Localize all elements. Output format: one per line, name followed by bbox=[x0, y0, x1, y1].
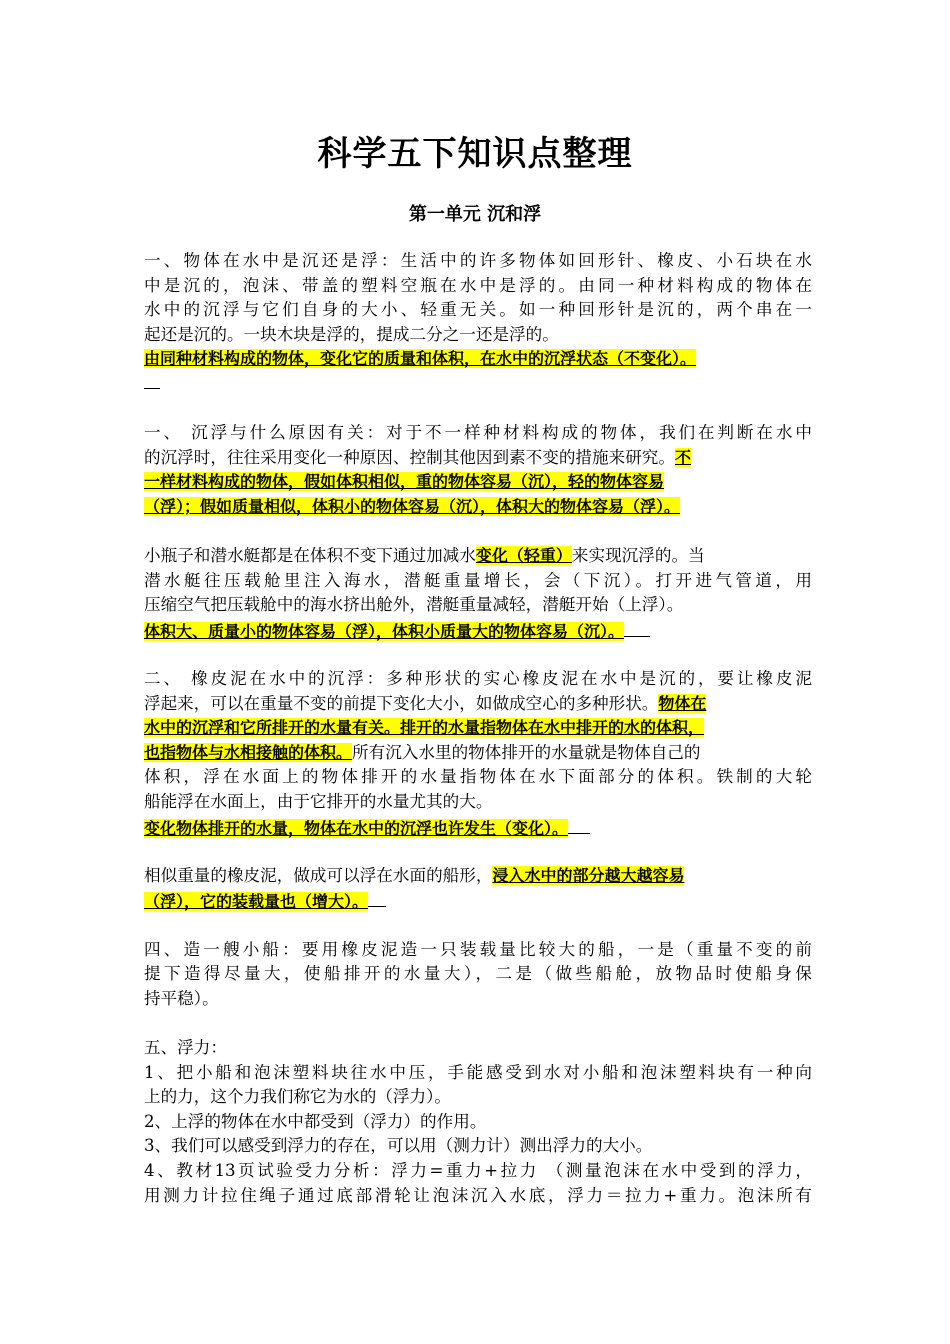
text-line: 上的力，这个力我们称它为水的（浮力）。 bbox=[144, 1087, 451, 1107]
text-line: 提下造得尽量大，使船排开的水量大），二是（做些船舱，放物品时使船身保 bbox=[144, 964, 812, 984]
highlight-line bbox=[144, 815, 812, 840]
unit-title: 第一单元 沉和浮 bbox=[408, 204, 542, 225]
text-span: 来实现沉浮的。当 bbox=[571, 546, 705, 566]
text-line: 二、 橡皮泥在水中的沉浮：多种形状的实心橡皮泥在水中是沉的，要让橡皮泥 bbox=[144, 669, 812, 689]
highlight-line bbox=[144, 495, 812, 520]
underline-mark bbox=[368, 888, 386, 907]
document-body bbox=[144, 249, 812, 1208]
text-line: 压缩空气把压载舱中的海水挤出舱外，潜艇重量减轻，潜艇开始（上浮）。 bbox=[144, 595, 684, 615]
text-span: 浮起来，可以在重量不变的前提下变化大小，如做成空心的多种形状。 bbox=[144, 693, 659, 713]
highlighted-text: 也指物体与水相接触的体积。 bbox=[144, 742, 353, 762]
highlighted-text: 水中的沉浮和它所排开的水量有关。排开的水量指物体在水中排开的水的体积， bbox=[144, 718, 705, 738]
underline-mark bbox=[624, 618, 650, 637]
text-span: 相似重量的橡皮泥，做成可以浮在水面的船形， bbox=[144, 865, 493, 885]
highlighted-text: （浮）；假如质量相似，体积小的物体容易（沉），体积大的物体容易（浮）。 bbox=[144, 496, 681, 516]
text-span: 所有沉入水里的物体排开的水量就是物体自己的 bbox=[352, 742, 701, 762]
section-heading: 五、浮力： bbox=[144, 1038, 227, 1057]
underline-mark bbox=[568, 815, 590, 834]
highlight-line bbox=[144, 347, 812, 372]
text-line bbox=[144, 446, 812, 471]
highlighted-text: 体积大、质量小的物体容易（浮），体积小质量大的物体容易（沉）。 bbox=[144, 621, 625, 641]
text-line bbox=[144, 692, 812, 717]
highlighted-text: 浸入水中的部分越大越容易 bbox=[492, 865, 685, 885]
text-line: 一、 沉浮与什么原因有关：对于不一样种材料构成的物体，我们在判断在水中 bbox=[144, 423, 812, 443]
text-line: 四、造一艘小船：要用橡皮泥造一只装载量比较大的船，一是（重量不变的前 bbox=[144, 939, 812, 959]
dash-line bbox=[144, 372, 812, 397]
text-line: 水中的沉浮与它们自身的大小、轻重无关。如一种回形针是沉的，两个串在一 bbox=[144, 300, 812, 320]
text-line: 体积，浮在水面上的物体排开的水量指物体在水下面部分的体积。铁制的大轮 bbox=[144, 767, 812, 787]
text-line bbox=[144, 741, 812, 766]
highlighted-text: 一样材料构成的物体，假如体积相似，重的物体容易（沉），轻的物体容易 bbox=[144, 472, 665, 492]
text-line: 3、我们可以感受到浮力的存在，可以用（测力计）测出浮力的大小。 bbox=[144, 1136, 653, 1156]
text-line: 持平稳）。 bbox=[144, 988, 219, 1008]
highlighted-text: 物体在 bbox=[658, 693, 707, 713]
highlight-line bbox=[144, 618, 812, 643]
highlighted-text: 由同种材料构成的物体，变化它的质量和体积，在水中的沉浮状态（不变化）。 bbox=[144, 349, 697, 369]
highlight-line bbox=[144, 888, 812, 913]
text-line: 4、教材13页试验受力分析：浮力=重力+拉力 （测量泡沫在水中受到的浮力， bbox=[144, 1160, 812, 1180]
text-line: 潜水艇往压载舱里注入海水，潜艇重量增长，会（下沉）。打开进气管道，用 bbox=[144, 570, 812, 590]
text-span: 的沉浮时，往往采用变化一种原因、控制其他因到素不变的措施来研究。 bbox=[144, 447, 675, 467]
highlighted-text: 变化物体排开的水量，物体在水中的沉浮也许发生（变化）。 bbox=[144, 818, 569, 838]
text-line: 一、物体在水中是沉还是浮：生活中的许多物体如回形针、橡皮、小石块在水 bbox=[144, 251, 812, 270]
text-line: 1、把小船和泡沫塑料块往水中压，手能感受到水对小船和泡沫塑料块有一种向 bbox=[144, 1062, 812, 1082]
text-span: 小瓶子和潜水艇都是在体积不变下通过加减水 bbox=[144, 546, 476, 566]
underline-mark bbox=[144, 374, 160, 389]
text-line: 中是沉的，泡沫、带盖的塑料空瓶在水中是浮的。由同一种材料构成的物体在 bbox=[144, 275, 812, 295]
text-line bbox=[144, 544, 812, 569]
highlight-line bbox=[144, 716, 812, 741]
text-line: 起还是沉的。一块木块是浮的，提成二分之一还是浮的。 bbox=[144, 324, 559, 344]
text-line: 船能浮在水面上，由于它排开的水量尤其的大。 bbox=[144, 792, 493, 812]
highlighted-text: （浮），它的装载量也（增大）。 bbox=[144, 892, 369, 912]
text-line: 2、上浮的物体在水中都受到（浮力）的作用。 bbox=[144, 1111, 487, 1131]
text-line bbox=[144, 864, 812, 889]
highlighted-text: 不 bbox=[675, 447, 692, 467]
text-line: 用测力计拉住绳子通过底部滑轮让泡沫沉入水底，浮力＝拉力+重力。泡沫所有 bbox=[144, 1185, 812, 1205]
page-title: 科学五下知识点整理 bbox=[317, 134, 633, 174]
highlighted-text: 变化（轻重） bbox=[475, 546, 572, 566]
highlight-line bbox=[144, 470, 812, 495]
